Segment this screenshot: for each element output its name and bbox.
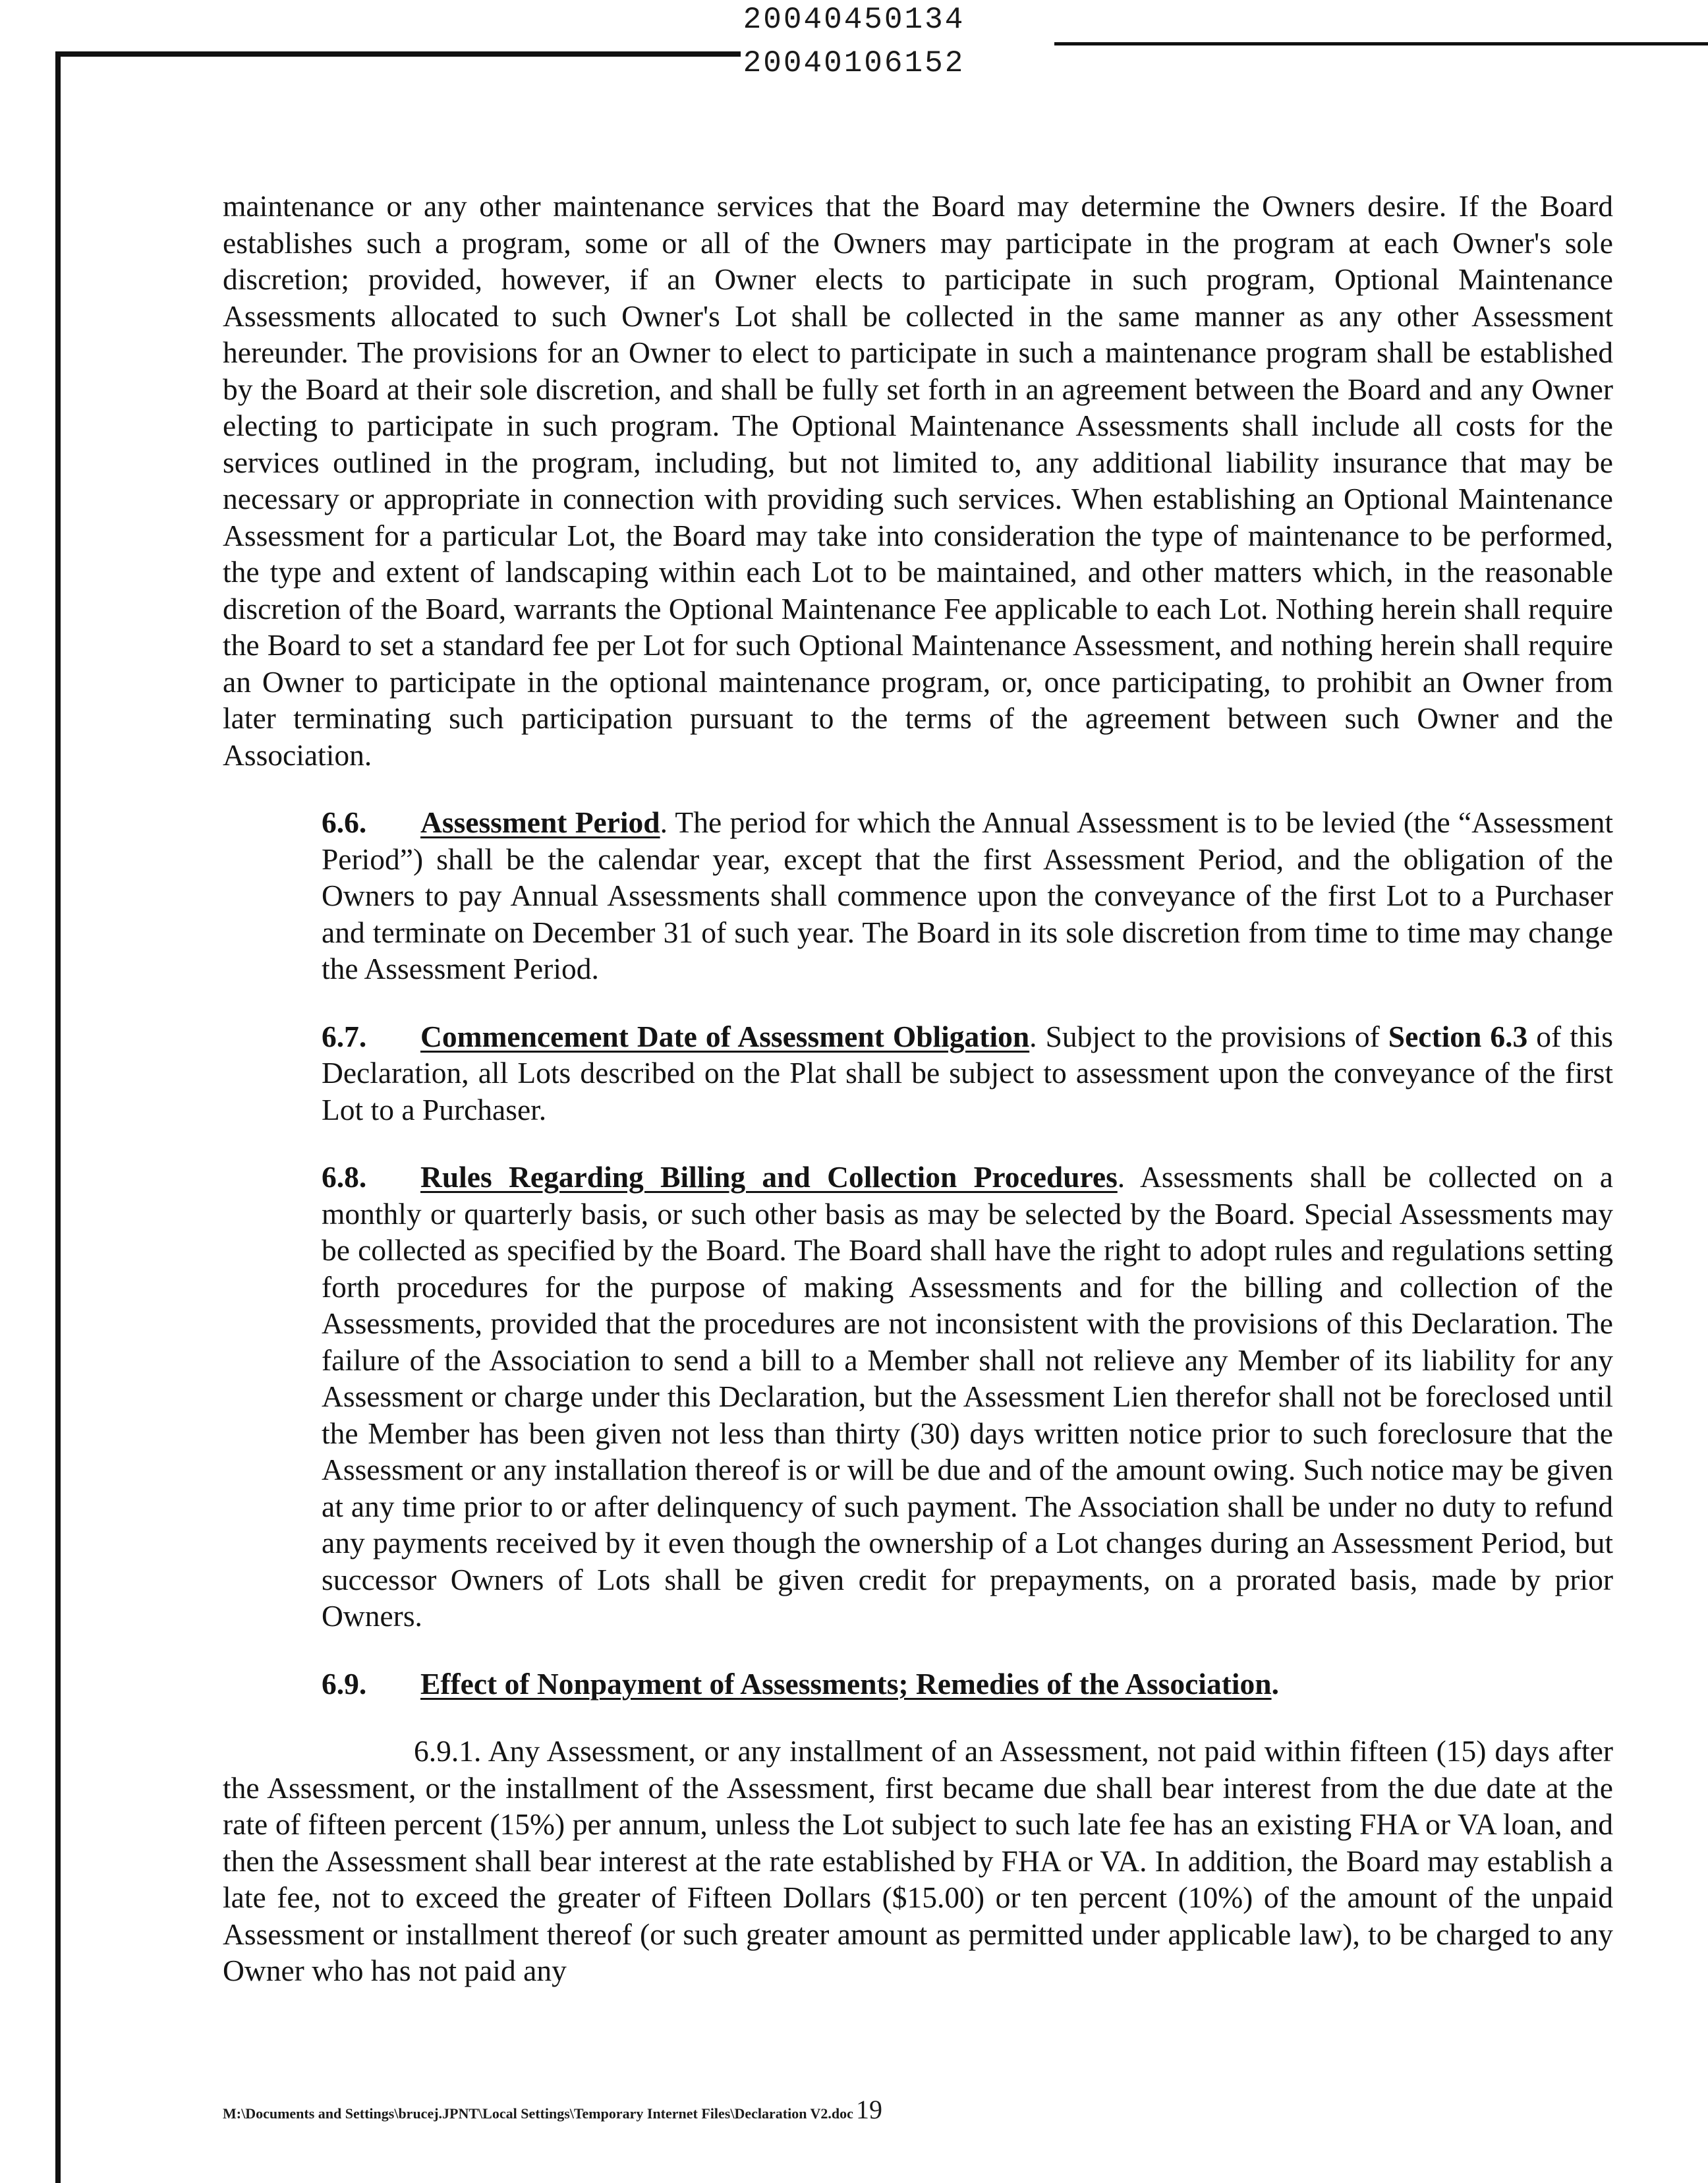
- section-text: . Assessments shall be collected on a monthly or quarterly basis, or such other basis as may be selected by the Board. Special Assessments may be collected as specified by the Board. The Board shall have the right to adopt rules and regulations setting forth procedures for the purpose of making Assessments and for the billing and collection of the Assessments, provided that the procedures are not inconsistent with the provisions of this Declaration. The failure of the Association to send a bill to a Member shall not relieve any Member of its liability for any Assessment or charge under this Declaration, but the Assessment Lien therefor shall not be foreclosed until the Member has been given not less than thirty (30) days written notice prior to such foreclosure that the Assessment or any installation thereof is or will be due and of the amount owing. Such notice may be given at any time prior to or after delinquency of such payment. The Association shall be under no duty to refund any payments received by it even though the ownership of a Lot changes during an Assessment Period, but successor Owners of Lots shall be given credit for prepayments, on a prorated basis, made by prior Owners.: [322, 1160, 1613, 1633]
- section-title: Commencement Date of Assessment Obligation: [420, 1019, 1030, 1053]
- page-footer: [223, 2094, 882, 2125]
- scan-border-left: [55, 51, 61, 2183]
- footer-file-path: M:\Documents and Settings\brucej.JPNT\Local Settings\Temporary Internet Files\Declaration V2.doc: [223, 2105, 853, 2122]
- section-reference: Section 6.3: [1388, 1019, 1528, 1053]
- scan-border-top-right: [1054, 42, 1708, 45]
- section-number: 6.9.: [322, 1666, 367, 1701]
- page-number: 19: [855, 2095, 882, 2124]
- section-text: . Subject to the provisions of: [1029, 1019, 1388, 1053]
- paragraph-continuation: maintenance or any other maintenance services that the Board may determine the Owners desire. If the Board establishes such a program, some or all of the Owners may participate in the program at each Owner's sole discretion; provided, however, if an Owner elects to participate in such program, Optional Maintenance Assessments allocated to such Owner's Lot shall be collected in the same manner as any other Assessment hereunder. The provisions for an Owner to elect to participate in such a maintenance program shall be established by the Board at their sole discretion, and shall be fully set forth in an agreement between the Board and any Owner electing to participate in such program. The Optional Maintenance Assessments shall include all costs for the services outlined in the program, including, but not limited to, any additional liability insurance that may be necessary or appropriate in connection with providing such services. When establishing an Optional Maintenance Assessment for a particular Lot, the Board may take into consideration the type of maintenance to be performed, the type and extent of landscaping within each Lot to be maintained, and other matters which, in the reasonable discretion of the Board, warrants the Optional Maintenance Fee applicable to each Lot. Nothing herein shall require the Board to set a standard fee per Lot for such Optional Maintenance Assessment, and nothing herein shall require an Owner to participate in the optional maintenance program, or, once participating, to prohibit an Owner from later terminating such participation pursuant to the terms of the agreement between such Owner and the Association.: [223, 189, 1613, 772]
- section-title: Effect of Nonpayment of Assessments; Remedies of the Association: [420, 1666, 1272, 1701]
- section-text: .: [1271, 1666, 1279, 1701]
- recording-number-top: 20040450134: [743, 3, 965, 37]
- section-title: Rules Regarding Billing and Collection Procedures: [420, 1160, 1118, 1194]
- section-6-7: [223, 1018, 1613, 1128]
- recording-number-second: 20040106152: [743, 46, 965, 80]
- document-body: [223, 188, 1613, 2020]
- section-6-9: [223, 1666, 1613, 1703]
- section-number: 6.8.: [322, 1160, 367, 1194]
- scan-border-top-left: [55, 51, 741, 57]
- section-6-8: [223, 1159, 1613, 1635]
- section-6-6: [223, 804, 1613, 987]
- section-number: 6.6.: [322, 805, 367, 839]
- subsection-6-9-1: 6.9.1. Any Assessment, or any installment of an Assessment, not paid within fifteen (15) days after the Assessment, or the installment of the Assessment, first became due shall bear interest from the due date at the rate of fifteen percent (15%) per annum, unless the Lot subject to such late fee has an existing FHA or VA loan, and then the Assessment shall bear interest at the rate established by FHA or VA. In addition, the Board may establish a late fee, not to exceed the greater of Fifteen Dollars ($15.00) or ten percent (10%) of the amount of the unpaid Assessment or installment thereof (or such greater amount as permitted under applicable law), to be charged to any Owner who has not paid any: [223, 1734, 1613, 1987]
- section-text: . The period for which the Annual Assessment is to be levied (the “Assessment Period”) shall be the calendar year, except that the first Assessment Period, and the obligation of the Owners to pay Annual Assessments shall commence upon the conveyance of the first Lot to a Purchaser and terminate on December 31 of such year. The Board in its sole discretion from time to time may change the Assessment Period.: [322, 805, 1613, 985]
- section-text: of this Declaration, all Lots described on the Plat shall be subject to assessment upon the conveyance of the first Lot to a Purchaser.: [322, 1019, 1613, 1126]
- section-title: Assessment Period: [420, 805, 660, 839]
- section-number: 6.7.: [322, 1019, 367, 1053]
